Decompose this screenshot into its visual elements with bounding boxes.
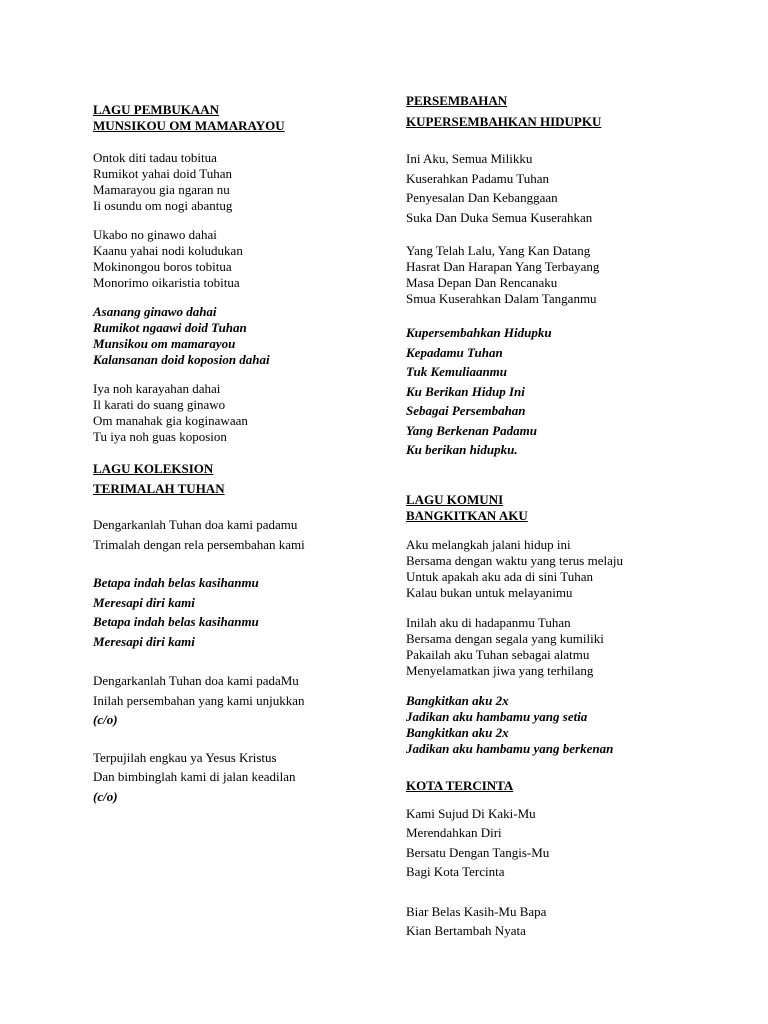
song-heading-komuni (406, 492, 746, 524)
lyric-line: Monorimo oikaristia tobitua (93, 275, 240, 290)
chorus-line: Ku berikan hidupku. (406, 442, 518, 457)
lyric-line: Kian Bertambah Nyata (406, 923, 526, 938)
lyric-line: Mokinongou boros tobitua (93, 259, 232, 274)
chorus-line: Bangkitkan aku 2x (406, 692, 509, 708)
chorus-line: Munsikou om mamarayou (93, 336, 236, 351)
lyric-line: Kalau bukan untuk melayanimu (406, 584, 573, 600)
lyric-line: Iya noh karayahan dahai (93, 381, 221, 396)
chorus-line: Meresapi diri kami (93, 633, 195, 649)
lyric-line: Kaanu yahai nodi koludukan (93, 243, 243, 258)
heading-line: BANGKITKAN AKU (406, 507, 528, 523)
chorus-line: Ku Berikan Hidup Ini (406, 383, 525, 399)
heading-line: LAGU PEMBUKAAN (93, 102, 220, 117)
chorus-line: Sebagai Persembahan (406, 403, 526, 418)
lyric-line: Untuk apakah aku ada di sini Tuhan (406, 568, 594, 584)
lyric-line: Ii osundu om nogi abantug (93, 198, 233, 213)
lyric-line: Terpujilah engkau ya Yesus Kristus (93, 749, 277, 765)
lyric-line: Suka Dan Duka Semua Kuserahkan (406, 209, 593, 225)
chorus (93, 304, 393, 368)
chorus-line: Betapa indah belas kasihanmu (93, 575, 259, 590)
lyric-line: Kuserahkan Padamu Tuhan (406, 170, 549, 186)
verse (93, 748, 393, 807)
verse (406, 615, 746, 679)
verse (93, 150, 393, 214)
heading-line: LAGU KOLEKSION (93, 461, 214, 476)
lyric-line: Menyelamatkan jiwa yang terhilang (406, 662, 594, 678)
lyric-line: Inilah persembahan yang kami unjukkan (93, 692, 305, 708)
lyric-line: Kami Sujud Di Kaki-Mu (406, 805, 536, 821)
lyric-line: Ukabo no ginawo dahai (93, 227, 217, 242)
verse (93, 227, 393, 291)
lyric-line: Masa Depan Dan Rencanaku (406, 275, 558, 290)
chorus-line: Jadikan aku hambamu yang setia (406, 708, 588, 724)
song-heading-koleksion (93, 459, 393, 498)
lyric-line: Bagi Kota Tercinta (406, 864, 505, 879)
lyric-line: Dan bimbinglah kami di jalan keadilan (93, 769, 296, 784)
chorus-repeat-marker: (c/o) (93, 788, 118, 804)
lyric-line: Hasrat Dan Harapan Yang Terbayang (406, 259, 600, 274)
chorus (93, 573, 393, 651)
heading-line: TERIMALAH TUHAN (93, 480, 225, 496)
lyric-line: Mamarayou gia ngaran nu (93, 182, 230, 197)
lyric-line: Rumikot yahai doid Tuhan (93, 166, 233, 181)
chorus-line: Asanang ginawo dahai (93, 304, 217, 319)
lyric-line: Biar Belas Kasih-Mu Bapa (406, 903, 547, 919)
lyric-line: Bersama dengan waktu yang terus melaju (406, 552, 623, 568)
lyric-line: Ini Aku, Semua Milikku (406, 151, 533, 166)
lyric-line: Penyesalan Dan Kebanggaan (406, 190, 558, 205)
verse (93, 671, 393, 730)
chorus-line: Kalansanan doid koposion dahai (93, 352, 270, 367)
left-column (93, 102, 393, 806)
lyric-line: Trimalah dengan rela persembahan kami (93, 536, 305, 552)
lyric-line: Inilah aku di hadapanmu Tuhan (406, 614, 571, 630)
lyric-line: Bersatu Dengan Tangis-Mu (406, 844, 550, 860)
lyric-line: Yang Telah Lalu, Yang Kan Datang (406, 243, 591, 258)
lyric-line: Tu iya noh guas koposion (93, 429, 227, 444)
chorus-line: Rumikot ngaawi doid Tuhan (93, 320, 247, 335)
song-heading-persembahan (406, 91, 746, 131)
song-heading-pembukaan (93, 102, 393, 134)
chorus-line: Betapa indah belas kasihanmu (93, 614, 259, 629)
verse (93, 515, 393, 554)
chorus (406, 693, 746, 757)
song-heading-kota-tercinta (406, 776, 746, 795)
verse (93, 381, 393, 445)
lyric-line: Bersama dengan segala yang kumiliki (406, 630, 604, 646)
lyric-line: Om manahak gia koginawaan (93, 413, 248, 428)
verse (406, 243, 746, 307)
chorus-repeat-marker: (c/o) (93, 712, 118, 727)
right-column (406, 91, 746, 941)
heading-line: KOTA TERCINTA (406, 777, 514, 793)
chorus-line: Yang Berkenan Padamu (406, 422, 537, 438)
lyric-line: Pakailah aku Tuhan sebagai alatmu (406, 646, 590, 662)
chorus-line: Meresapi diri kami (93, 594, 195, 610)
lyric-line: Aku melangkah jalani hidup ini (406, 536, 571, 552)
chorus-line: Kupersembahkan Hidupku (406, 325, 552, 340)
lyric-line: Dengarkanlah Tuhan doa kami padamu (93, 517, 298, 532)
chorus-line: Jadikan aku hambamu yang berkenan (406, 740, 614, 756)
heading-line: PERSEMBAHAN (406, 93, 508, 108)
chorus-line: Kepadamu Tuhan (406, 344, 503, 360)
verse (406, 149, 746, 227)
heading-line: LAGU KOMUNI (406, 491, 504, 507)
lyric-line: Merendahkan Diri (406, 825, 502, 840)
lyric-line: Smua Kuserahkan Dalam Tanganmu (406, 291, 597, 306)
verse (406, 537, 746, 601)
verse (406, 804, 746, 882)
lyric-line: Dengarkanlah Tuhan doa kami padaMu (93, 673, 299, 688)
chorus-line: Tuk Kemuliaanmu (406, 364, 508, 379)
lyric-line: Il karati do suang ginawo (93, 397, 226, 412)
chorus (406, 323, 746, 460)
heading-line: KUPERSEMBAHKAN HIDUPKU (406, 114, 602, 129)
verse (406, 902, 746, 941)
chorus-line: Bangkitkan aku 2x (406, 724, 509, 740)
heading-line: MUNSIKOU OM MAMARAYOU (93, 118, 285, 133)
lyric-line: Ontok diti tadau tobitua (93, 150, 217, 165)
